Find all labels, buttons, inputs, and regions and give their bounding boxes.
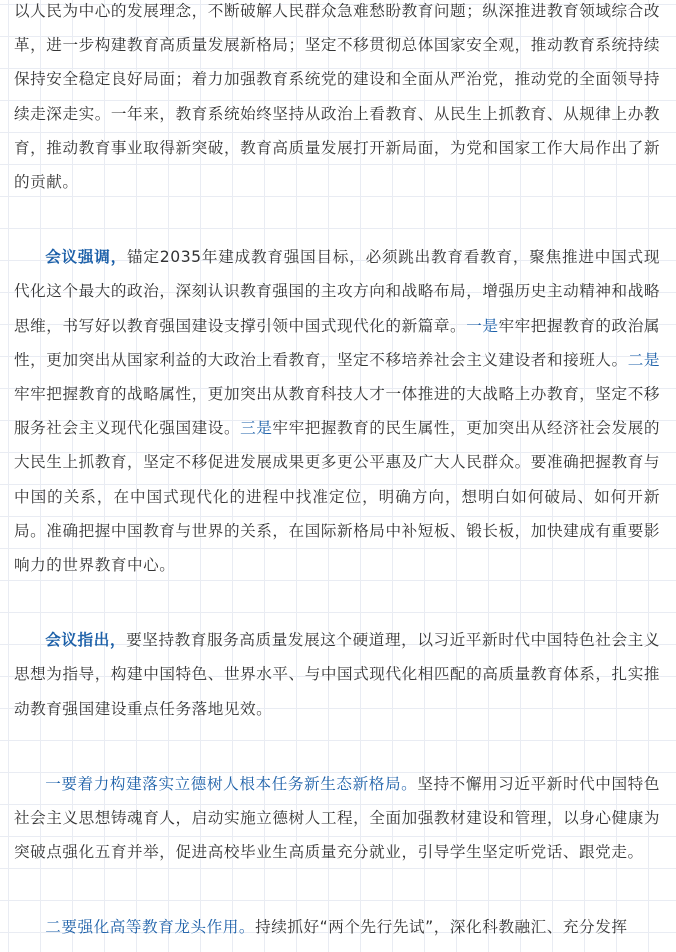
paragraph-task-two [14, 910, 660, 944]
paragraph-lead: 会议指出， [45, 631, 127, 650]
paragraph-text: 持续抓好“两个先行先试”，深化科教融汇、充分发挥 [255, 918, 628, 937]
paragraph-heading-highlight: 一要着力构建落实立德树人根本任务新生态新格局。 [45, 774, 418, 793]
highlight-second: 二是 [627, 350, 660, 369]
highlight-first: 一是 [466, 316, 499, 335]
highlight-third: 三是 [240, 419, 273, 438]
paragraph-text: 牢牢把握教育的政治属性，更加突出从国家利益的大政治上看教育，坚定不移培养社会主义建设者和接班人。 [14, 316, 660, 369]
paragraph-summary [14, 0, 660, 199]
paragraph-text: 坚持不懈用习近平新时代中国特色社会主义思想铸魂育人，启动实施立德树人工程，全面加强教材建设和管理，以身心健康为突破点强化五育并举，促进高校毕业生高质量充分就业，引导学生坚定听党话、跟党走。 [14, 774, 660, 862]
paragraph-text: 锚定2035年建成教育强国目标，必须跳出教育看教育，聚焦推进中国式现代化这个最大的政治，深刻认识教育强国的主攻方向和战略布局，增强历史主动精神和战略思维，书写好以教育强国建设支撑引领中国式现代化的新篇章。 [14, 248, 660, 335]
paragraph-meeting-emphasized [14, 240, 660, 582]
paragraph-text: 要坚持教育服务高质量发展这个硬道理，以习近平新时代中国特色社会主义思想为指导，构建中国特色、世界水平、与中国式现代化相匹配的高质量教育体系，扎实推动教育强国建设重点任务落地见效。 [14, 631, 660, 718]
paragraph-text: 牢牢把握教育的民生属性，更加突出从经济社会发展的大民生上抓教育，坚定不移促进发展成果更多更公平惠及广大人民群众。要准确把握教育与中国的关系，在中国式现代化的进程中找准定位，明确方向，想明白如何破局、如何开新局。准确把握中国教育与世界的关系，在国际新格局中补短板、锻长板，加快建成有重要影响力的世界教育中心。 [14, 419, 661, 575]
paragraph-task-one [14, 767, 660, 870]
paragraph-text: 以人民为中心的发展理念，不断破解人民群众急难愁盼教育问题；纵深推进教育领域综合改革，进一步构建教育高质量发展新格局；坚定不移贯彻总体国家安全观，推动教育系统持续保持安全稳定良好局面；着力加强教育系统党的建设和全面从严治党，推动党的全面领导持续走深走实。一年来，教育系统始终坚持从政治上看教育、从民生上抓教育、从规律上办教育，推动教育事业取得新突破，教育高质量发展打开新局面，为党和国家工作大局作出了新的贡献。 [14, 2, 660, 192]
paragraph-heading-highlight: 二要强化高等教育龙头作用。 [45, 918, 256, 937]
paragraph-lead: 会议强调， [45, 248, 128, 267]
paragraph-text: 牢牢把握教育的战略属性，更加突出从教育科技人才一体推进的大战略上办教育，坚定不移服务社会主义现代化强国建设。 [14, 385, 660, 438]
paragraph-meeting-pointed-out [14, 623, 660, 726]
